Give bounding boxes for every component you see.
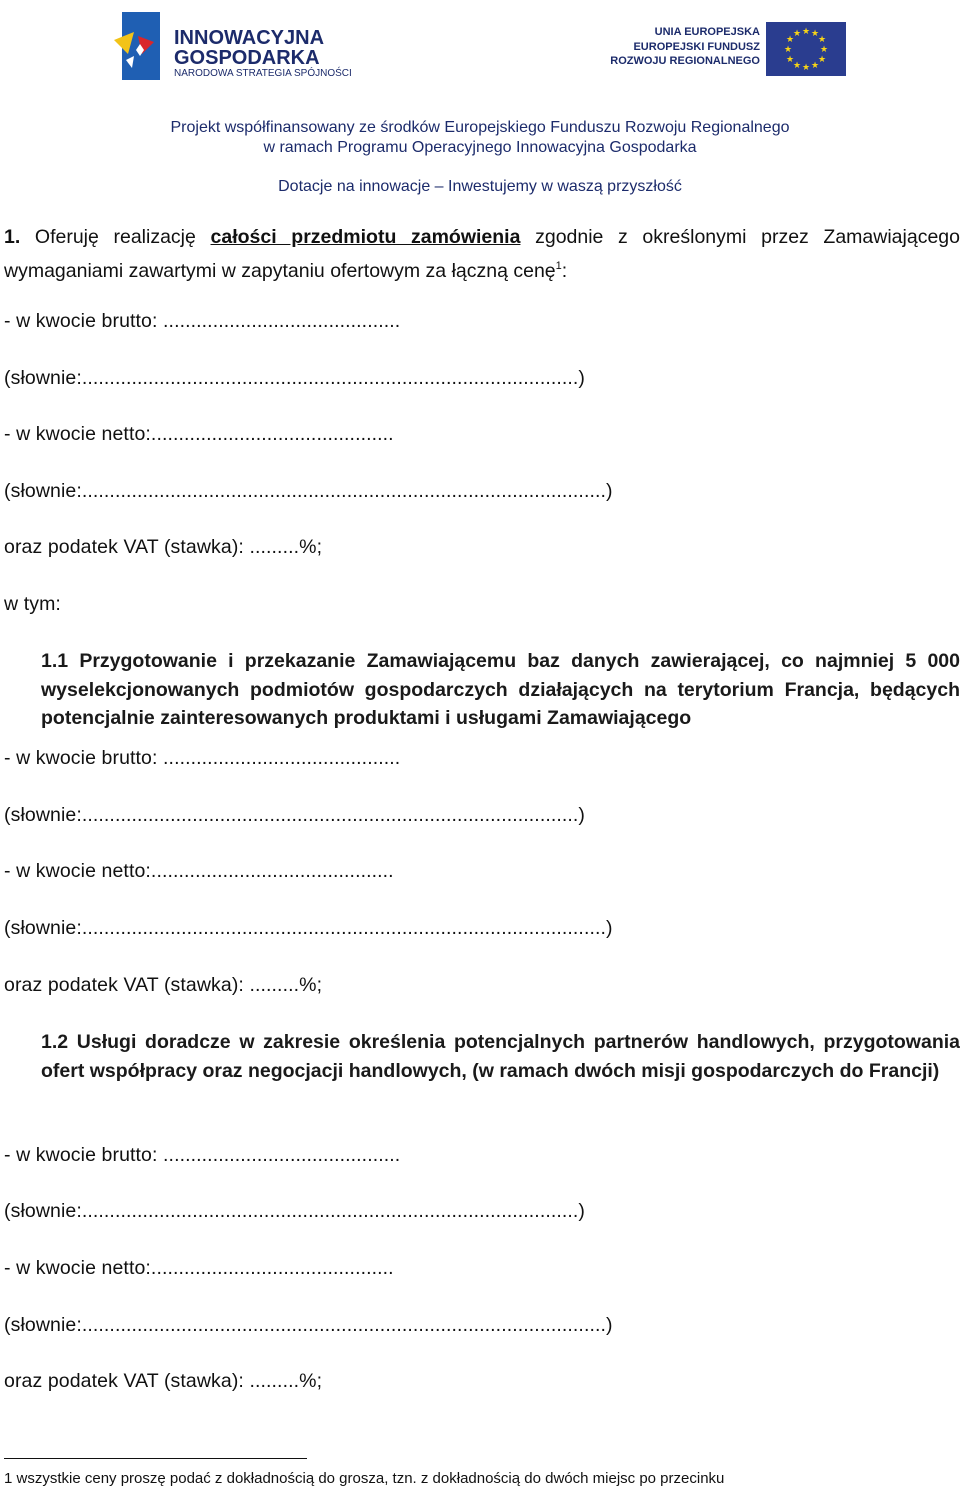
logo-line-1: INNOWACYJNA [174,27,325,49]
svg-text:★: ★ [785,55,795,65]
item-1-1-slownie-netto-line: (słownie:...............................................................................................) [4,917,613,939]
slownie-brutto-line: (słownie:..........................................................................................) [4,367,586,389]
section-1-intro [4,223,960,285]
w-tym-label: w tym: [4,593,61,615]
intro-emphasis: całości przedmiotu zamówienia [210,226,521,248]
vat-line: oraz podatek VAT (stawka): .........%; [4,536,323,558]
funding-line-2: w ramach Programu Operacyjnego Innowacyjna Gospodarka [263,139,697,156]
item-1-2-vat-line: oraz podatek VAT (stawka): .........%; [4,1370,323,1392]
logo-line-3: NARODOWA STRATEGIA SPÓJNOŚCI [174,68,352,79]
eu-logo-line-3: ROZWOJU REGIONALNEGO [610,55,760,67]
svg-text:★: ★ [819,45,829,55]
funding-line-1: Projekt współfinansowany ze środków Europejskiego Funduszu Rozwoju Regionalnego [170,119,790,136]
svg-text:★: ★ [783,45,793,55]
intro-text-continued: zgodnie z określonymi przez Zamawiającego wymaganiami zawartymi w zapytaniu ofertowym za łączną cenę [4,226,960,282]
item-1-2-title: 1.2 Usługi doradcze w zakresie określenia potencjalnych partnerów handlowych, przygotowania ofert współpracy oraz negocjacji handlowych, (w ramach dwóch misji gospodarczych do Francji) [41,1031,960,1082]
footnote-divider [4,1458,307,1459]
svg-text:★: ★ [817,35,827,45]
section-number: 1. [4,226,21,248]
item-1-1-netto-line: - w kwocie netto:............................................ [4,860,394,882]
item-1-1-brutto-line: - w kwocie brutto: ........................................... [4,747,401,769]
slogan: Dotacje na innowacje – Inwestujemy w waszą przyszłość [278,178,682,195]
intro-colon: : [561,259,568,282]
svg-text:★: ★ [801,27,811,37]
svg-text:★: ★ [792,29,802,39]
item-1-1-vat-line: oraz podatek VAT (stawka): .........%; [4,974,323,996]
eu-logo-line-1: UNIA EUROPEJSKA [654,26,760,38]
svg-text:★: ★ [801,63,811,73]
intro-text: Oferuję realizację [20,226,211,248]
brutto-line: - w kwocie brutto: ........................................... [4,310,401,332]
item-1-2-netto-line: - w kwocie netto:............................................ [4,1257,394,1279]
logo-line-2: GOSPODARKA [174,47,320,69]
item-1-2-slownie-netto-line: (słownie:...............................................................................................) [4,1314,613,1336]
svg-text:★: ★ [810,61,820,71]
svg-text:★: ★ [810,29,820,39]
slownie-netto-line: (słownie:...............................................................................................) [4,480,613,502]
eu-flag-icon [766,22,846,76]
svg-text:★: ★ [792,61,802,71]
eu-logo-line-2: EUROPEJSKI FUNDUSZ [633,41,760,53]
item-1-1-title: 1.1 Przygotowanie i przekazanie Zamawiającemu baz danych zawierającej, co najmniej 5 000 wyselekcjonowanych podmiotów gospodarczych działających na terytorium Francja, będących potencjalnie zainteresowanych produktami i usługami Zamawiającego [41,650,960,729]
eu-logo [610,22,850,78]
item-1-1-slownie-brutto-line: (słownie:..........................................................................................) [4,804,586,826]
item-1-2-brutto-line: - w kwocie brutto: ........................................... [4,1144,401,1166]
svg-text:★: ★ [785,35,795,45]
netto-line: - w kwocie netto:............................................ [4,423,394,445]
item-1-2-slownie-brutto-line: (słownie:..........................................................................................) [4,1200,586,1222]
footnote-text: 1 wszystkie ceny proszę podać z dokładnością do grosza, tzn. z dokładnością do dwóch miejsc po przecinku [4,1470,725,1487]
innowacyjna-gospodarka-logo [112,10,352,82]
footnote-reference: 1 [555,259,562,272]
innowacyjna-gospodarka-emblem-icon [112,10,162,82]
svg-text:★: ★ [817,55,827,65]
